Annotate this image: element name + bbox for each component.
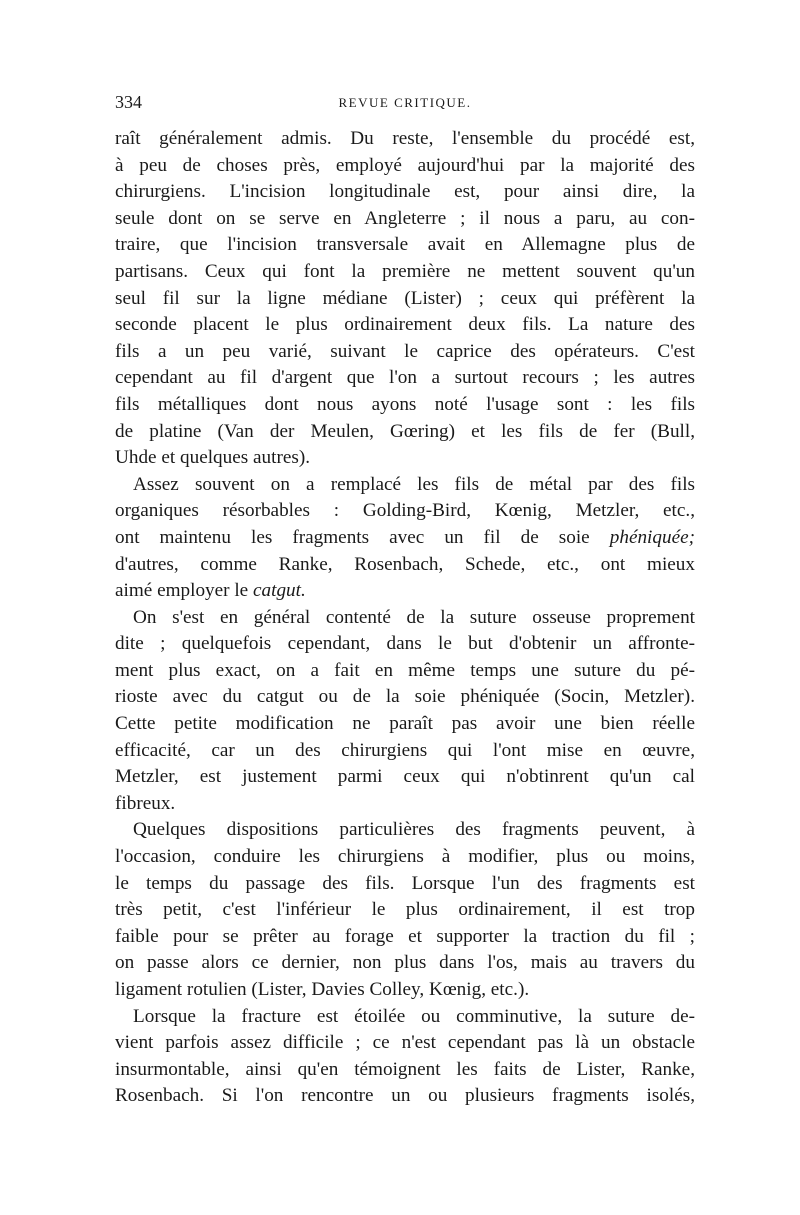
text-line: fils métalliques dont nous ayons noté l'usage sont : les fils [115, 393, 695, 415]
page-header [115, 92, 695, 120]
text-line: partisans. Ceux qui font la première ne mettent souvent qu'un [115, 260, 695, 282]
text-line: raît généralement admis. Du reste, l'ensemble du procédé est, [115, 128, 695, 149]
text-line: Cette petite modification ne paraît pas avoir une bien réelle [115, 713, 695, 735]
text-line: insurmontable, ainsi qu'en témoignent les faits de Lister, Ranke, [115, 1058, 695, 1080]
page-number: 334 [115, 92, 142, 112]
page [115, 92, 695, 1110]
text-line-with-italic [115, 525, 695, 552]
paragraph-2 [115, 472, 695, 605]
text-line: l'occasion, conduire les chirurgiens à modifier, plus ou moins, [115, 846, 695, 868]
paragraph-3 [115, 605, 695, 818]
text-line: dite ; quelquefois cependant, dans le but d'obtenir un affronte- [115, 633, 695, 655]
text-line: fils a un peu varié, suivant le caprice des opérateurs. C'est [115, 340, 695, 362]
text-line: seconde placent le plus ordinairement deux fils. La nature des [115, 314, 695, 336]
text-line: chirurgiens. L'incision longitudinale est, pour ainsi dire, la [115, 181, 695, 203]
text-line: Assez souvent on a remplacé les fils de métal par des fils [133, 473, 695, 495]
text-line: vient parfois assez difficile ; ce n'est cependant pas là un obstacle [115, 1032, 695, 1054]
text-line: seule dont on se serve en Angleterre ; il nous a paru, au con- [115, 207, 695, 229]
text-line: seul fil sur la ligne médiane (Lister) ; ceux qui préfèrent la [115, 287, 695, 309]
italic-term: catgut. [253, 580, 306, 602]
paragraph-5 [115, 1004, 695, 1110]
text-line: de platine (Van der Meulen, Gœring) et les fils de fer (Bull, [115, 420, 695, 442]
text-line: d'autres, comme Ranke, Rosenbach, Schede, etc., ont mieux [115, 553, 695, 575]
text-line: Quelques dispositions particulières des fragments peuvent, à [133, 819, 695, 841]
text-run: ont maintenu les fragments avec un fil de soie [115, 526, 590, 548]
italic-term: phéniquée; [609, 526, 695, 548]
text-line-with-italic [115, 578, 695, 605]
text-line: traire, que l'incision transversale avait en Allemagne plus de [115, 234, 695, 256]
text-line: faible pour se prêter au forage et supporter la traction du fil ; [115, 925, 695, 947]
text-line: On s'est en général contenté de la suture osseuse proprement [133, 606, 695, 628]
text-line: à peu de choses près, employé aujourd'hui par la majorité des [115, 154, 695, 176]
text-line: Rosenbach. Si l'on rencontre un ou plusieurs fragments isolés, [115, 1085, 695, 1107]
text-line: on passe alors ce dernier, non plus dans l'os, mais au travers du [115, 952, 695, 974]
text-run: aimé employer le [115, 580, 249, 602]
text-line: cependant au fil d'argent que l'on a surtout recours ; les autres [115, 367, 695, 389]
running-head: REVUE CRITIQUE. [338, 95, 472, 110]
paragraph-4 [115, 817, 695, 1003]
text-line: Metzler, est justement parmi ceux qui n'obtinrent qu'un cal [115, 766, 695, 788]
text-line: rioste avec du catgut ou de la soie phéniquée (Socin, Metzler). [115, 686, 695, 708]
text-line: Lorsque la fracture est étoilée ou comminutive, la suture de- [133, 1005, 695, 1027]
paragraph-1 [115, 126, 695, 472]
text-line: ligament rotulien (Lister, Davies Colley, Kœnig, etc.). [115, 979, 530, 1000]
body-text [115, 126, 695, 1110]
text-line: ment plus exact, on a fait en même temps une suture du pé- [115, 659, 695, 681]
text-line: Uhde et quelques autres). [115, 447, 311, 469]
text-line: le temps du passage des fils. Lorsque l'un des fragments est [115, 872, 695, 894]
text-line: très petit, c'est l'inférieur le plus ordinairement, il est trop [115, 899, 695, 921]
text-line: fibreux. [115, 792, 176, 814]
text-line: efficacité, car un des chirurgiens qui l'ont mise en œuvre, [115, 739, 695, 761]
text-line: organiques résorbables : Golding-Bird, Kœnig, Metzler, etc., [115, 500, 695, 522]
